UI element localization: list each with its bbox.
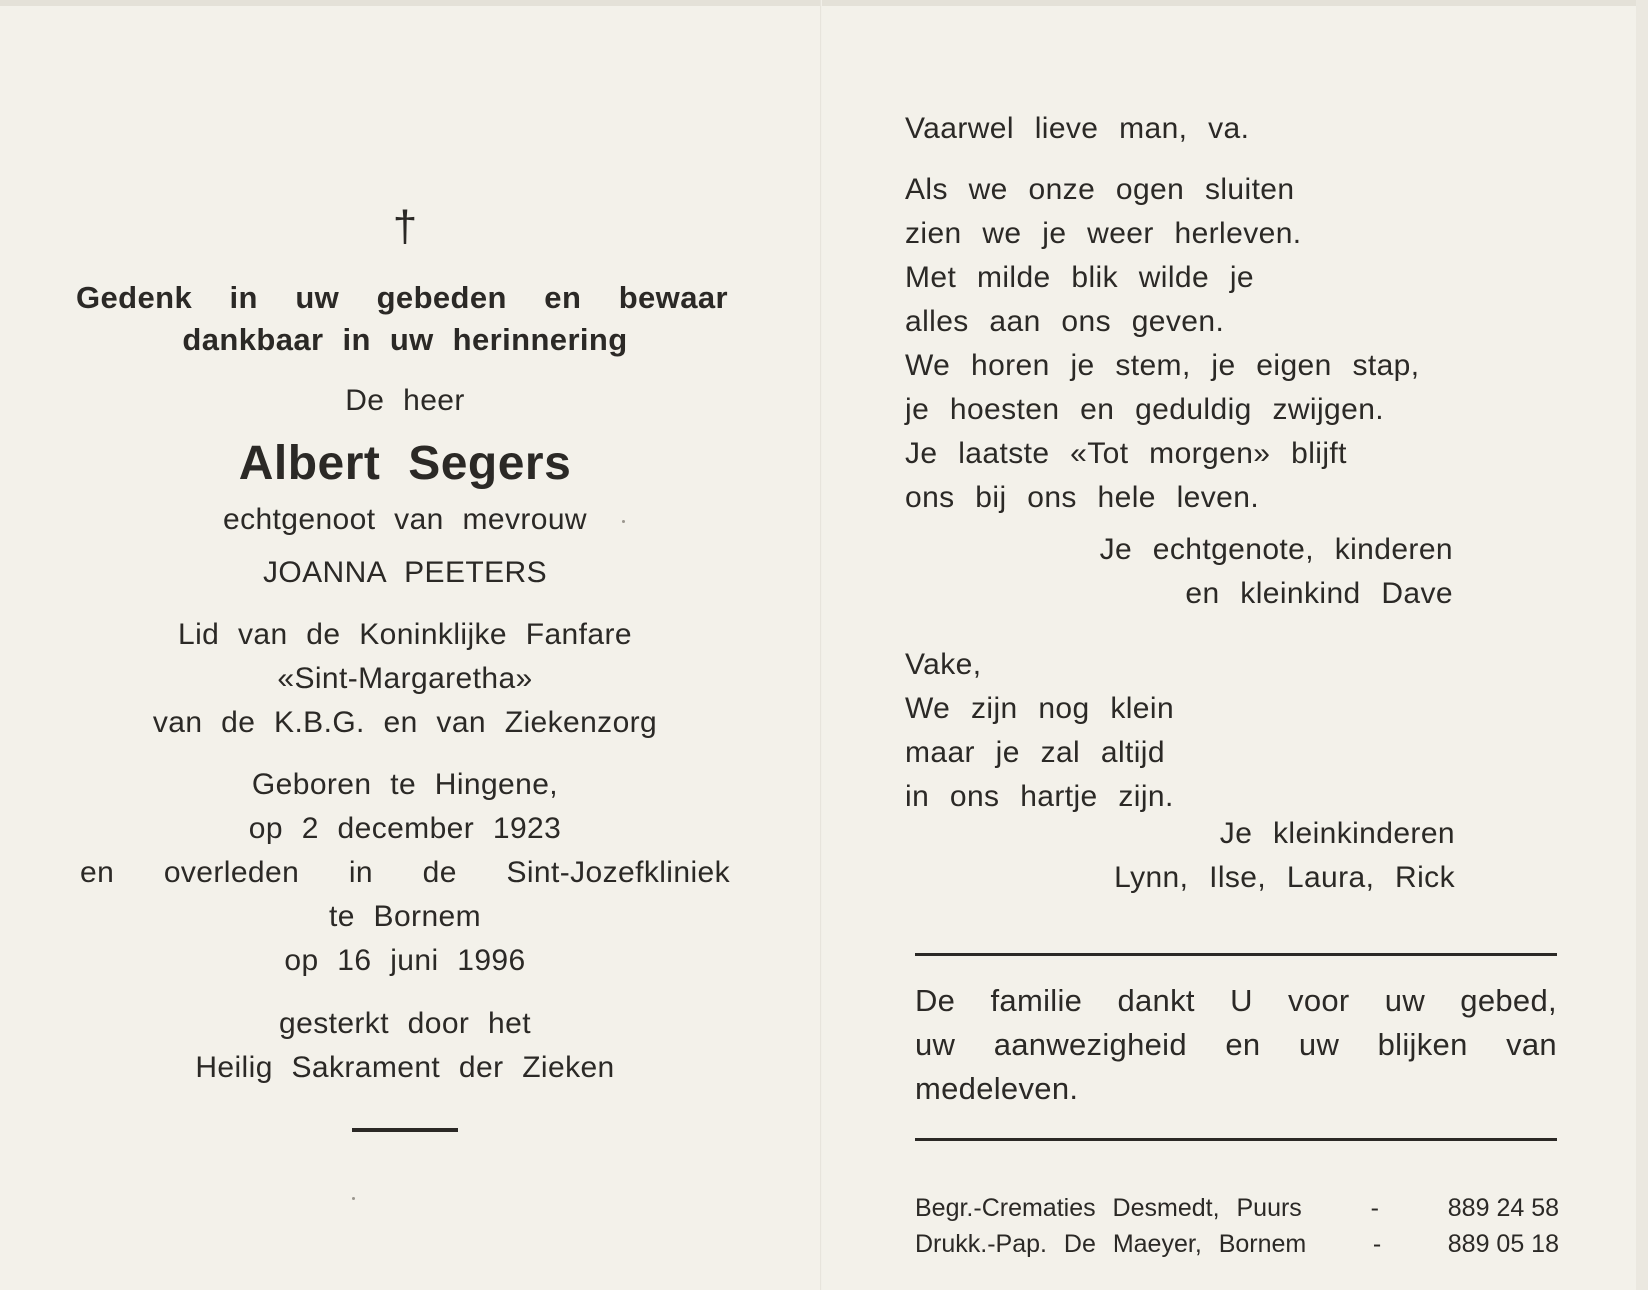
poem2-line: maar je zal altijd: [905, 736, 1165, 769]
left-panel: [40, 0, 770, 1290]
poem-line: We horen je stem, je eigen stap,: [905, 349, 1420, 382]
death-line: op 16 juni 1996: [284, 944, 526, 977]
paper-speck: [352, 1197, 355, 1200]
right-panel: [905, 0, 1559, 1290]
poem2-line: We zijn nog klein: [905, 692, 1175, 725]
thanks-word: blijken: [1377, 1027, 1468, 1062]
poem2-line: in ons hartje zijn.: [905, 780, 1174, 813]
signature-line: Je echtgenote, kinderen: [1099, 533, 1453, 566]
intro-line-2: dankbaar in uw herinnering: [182, 322, 628, 357]
intro-word: Gedenk: [76, 280, 193, 315]
divider-bottom: [915, 1138, 1557, 1141]
sacrament-line: gesterkt door het: [279, 1007, 531, 1040]
death-word: Sint-Jozefkliniek: [506, 856, 730, 889]
thanks-line-2: [915, 1027, 1557, 1063]
death-line: te Bornem: [329, 900, 481, 933]
thanks-word: uw: [1384, 983, 1426, 1018]
thanks-word: familie: [990, 983, 1083, 1018]
grandchildren-line: Je kleinkinderen: [1219, 817, 1455, 850]
poem-line: zien we je weer herleven.: [905, 217, 1302, 250]
thanks-word: uw: [915, 1027, 956, 1062]
thanks-word: gebed,: [1460, 983, 1557, 1018]
thanks-word: van: [1506, 1027, 1557, 1062]
poem-line: Met milde blik wilde je: [905, 261, 1254, 294]
title-text: De heer: [345, 384, 465, 417]
thanks-line-3: medeleven.: [915, 1071, 1079, 1106]
intro-word: gebeden: [376, 280, 507, 315]
thanks-line-1: [915, 983, 1557, 1019]
printer-name: Begr.-Crematies Desmedt, Puurs: [915, 1194, 1302, 1222]
card-right-edge: [1636, 0, 1648, 1290]
card-fold: [820, 0, 822, 1290]
death-word: en: [80, 856, 115, 889]
poem-line: Je laatste «Tot morgen» blijft: [905, 437, 1347, 470]
intro-word: en: [544, 280, 582, 315]
spouse-intro: echtgenoot van mevrouw: [222, 503, 587, 536]
printer-line: [915, 1230, 1559, 1259]
deceased-name: Albert Segers: [238, 437, 572, 490]
farewell-line: Vaarwel lieve man, va.: [905, 112, 1250, 145]
intro-word: in: [229, 280, 258, 315]
printer-line: [915, 1194, 1559, 1223]
thanks-word: en: [1225, 1027, 1261, 1062]
thanks-word: aanwezigheid: [993, 1027, 1187, 1062]
paper-speck: [622, 520, 625, 523]
printer-phone: 889 05 18: [1447, 1230, 1559, 1258]
intro-word: bewaar: [618, 280, 728, 315]
membership-line: van de K.B.G. en van Ziekenzorg: [152, 706, 658, 739]
thanks-word: dankt: [1117, 983, 1195, 1018]
printer-sep: -: [1370, 1194, 1379, 1222]
printer-phone: 889 24 58: [1447, 1194, 1559, 1222]
thanks-word: U: [1230, 983, 1253, 1018]
death-word: de: [422, 856, 457, 889]
poem-line: alles aan ons geven.: [905, 305, 1225, 338]
membership-line: Lid van de Koninklijke Fanfare: [178, 618, 632, 651]
sacrament-line: Heilig Sakrament der Zieken: [195, 1051, 615, 1084]
printer-sep: -: [1372, 1230, 1382, 1258]
death-line-1: [80, 856, 730, 890]
signature-line: en kleinkind Dave: [1185, 577, 1453, 610]
divider-top: [915, 953, 1557, 956]
grandchildren-line: Lynn, Ilse, Laura, Rick: [1114, 861, 1455, 894]
intro-word: uw: [295, 280, 340, 315]
closing-dash: [352, 1128, 458, 1132]
spouse-name: JOANNA PEETERS: [262, 556, 547, 589]
birth-line: Geboren te Hingene,: [251, 768, 559, 801]
printer-name: Drukk.-Pap. De Maeyer, Bornem: [915, 1230, 1307, 1258]
intro-line-1: [76, 280, 728, 316]
poem2-line: Vake,: [905, 648, 982, 681]
thanks-word: De: [915, 983, 956, 1018]
cross-symbol: †: [392, 202, 418, 251]
death-word: overleden: [163, 856, 300, 889]
poem-line: ons bij ons hele leven.: [905, 481, 1260, 514]
birth-line: op 2 december 1923: [248, 812, 562, 845]
thanks-word: voor: [1288, 983, 1350, 1018]
poem-line: je hoesten en geduldig zwijgen.: [905, 393, 1385, 426]
poem-line: Als we onze ogen sluiten: [905, 173, 1295, 206]
thanks-word: uw: [1298, 1027, 1340, 1062]
membership-line: «Sint-Margaretha»: [277, 662, 533, 695]
death-word: in: [348, 856, 373, 889]
